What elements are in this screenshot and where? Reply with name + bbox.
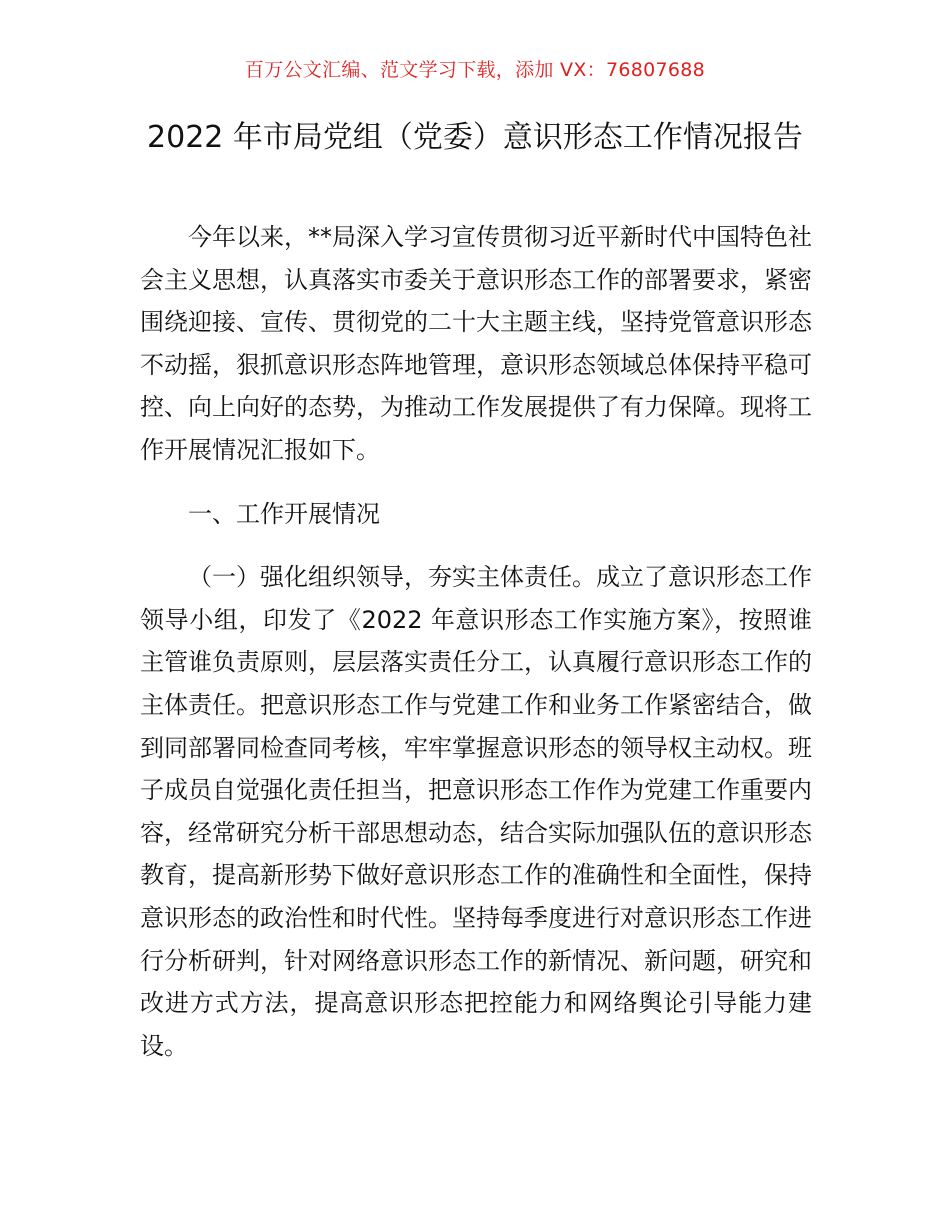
intro-paragraph: 今年以来，**局深入学习宣传贯彻习近平新时代中国特色社会主义思想，认真落实市委关于意识形态工作的部署要求，紧密围绕迎接、宣传、贯彻党的二十大主题主线，坚持党管意识形态不动摇，狠抓意识形态阵地管理，意识形态领域总体保持平稳可控、向上向好的态势，为推动工作发展提供了有力保障。现将工作开展情况汇报如下。 — [140, 223, 812, 464]
document-body — [140, 216, 812, 1067]
document-title: 2022 年市局党组（党委）意识形态工作情况报告 — [147, 120, 803, 155]
header-watermark-note: 百万公文汇编、范文学习下载，添加 VX：76807688 — [244, 59, 706, 81]
section-paragraph: （一）强化组织领导，夯实主体责任。成立了意识形态工作领导小组，印发了《2022 年意识形态工作实施方案》，按照谁主管谁负责原则，层层落实责任分工，认真履行意识形态工作的主体责任。把意识形态工作与党建工作和业务工作紧密结合，做到同部署同检查同考核，牢牢掌握意识形态的领导权主动权。班子成员自觉强化责任担当，把意识形态工作作为党建工作重要内容，经常研究分析干部思想动态，结合实际加强队伍的意识形态教育，提高新形势下做好意识形态工作的准确性和全面性，保持意识形态的政治性和时代性。坚持每季度进行对意识形态工作进行分析研判，针对网络意识形态工作的新情况、新问题，研究和改进方式方法，提高意识形态把控能力和网络舆论引导能力建设。 — [140, 563, 812, 1060]
section-heading: 一、工作开展情况 — [188, 499, 380, 528]
